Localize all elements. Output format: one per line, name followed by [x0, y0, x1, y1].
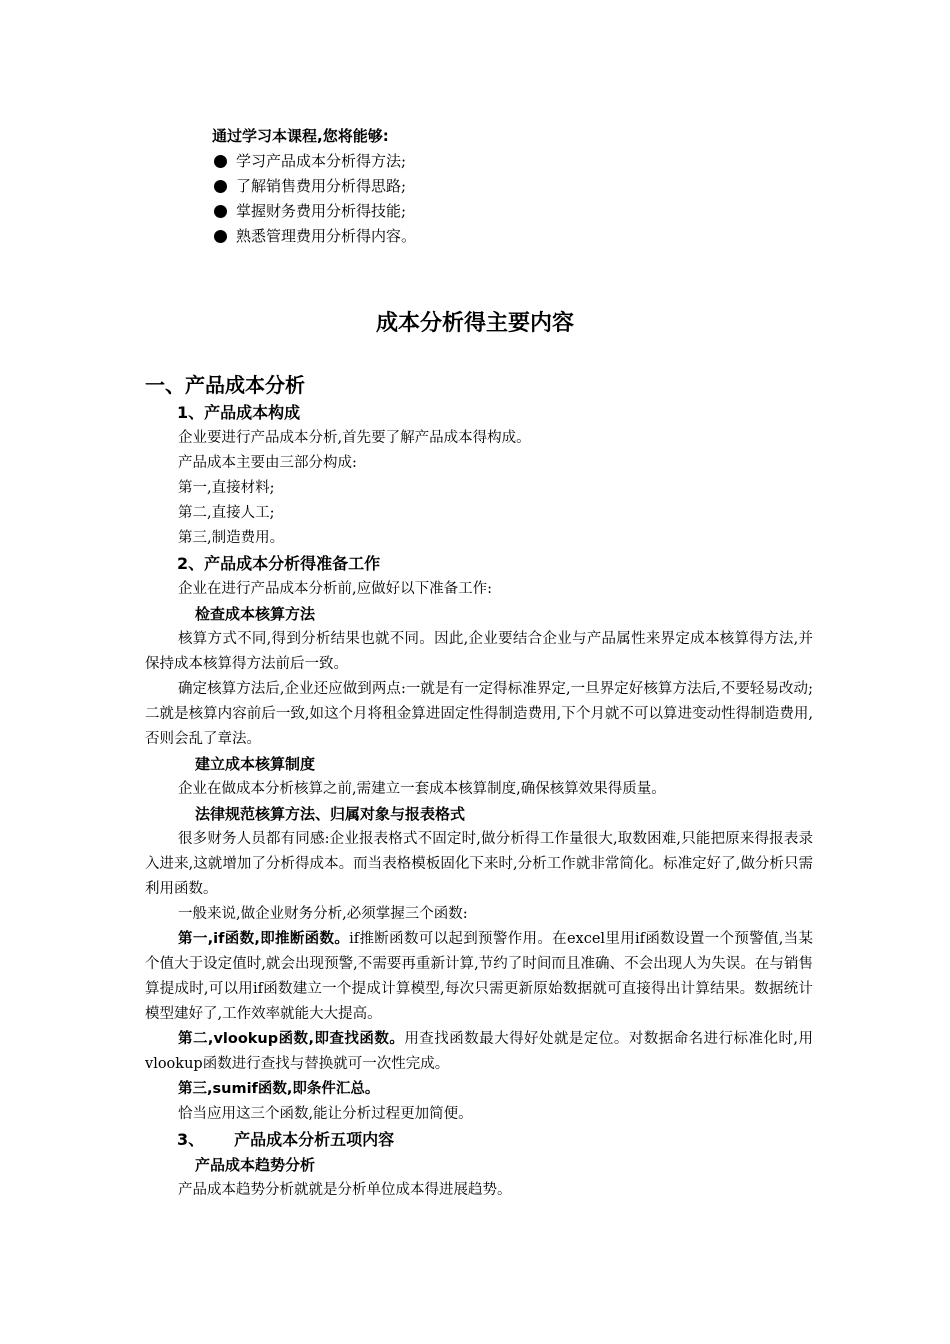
objective-text: 学习产品成本分析得方法;	[236, 152, 407, 170]
objectives-list	[212, 149, 732, 249]
objective-item	[212, 149, 732, 174]
function-text: if推断函数可以起到预警作用。在excel里用if函数设置一个预警值,当某个值大于设定值时,就会出现预警,不需要再重新计算,节约了时间而且准确、不会出现人为失误。在与销售算提成时,可以用if函数建立一个提成计算模型,每次只需更新原始数据就可直接得出计算结果。数据统计模型建好了,工作效率就能大大提高。	[145, 931, 814, 1022]
paragraph: 企业在进行产品成本分析前,应做好以下准备工作:	[178, 581, 492, 597]
bullet-icon	[214, 155, 227, 168]
objective-text: 了解销售费用分析得思路;	[236, 177, 407, 195]
function-label: 第一,if函数,即推断函数。	[178, 931, 350, 947]
function-label: 第三,sumif函数,即条件汇总。	[178, 1081, 380, 1097]
section-heading: 一、产品成本分析	[145, 373, 305, 397]
paragraph: 产品成本主要由三部分构成:	[178, 455, 357, 471]
bullet-icon	[214, 205, 227, 218]
function-paragraph	[145, 1027, 813, 1077]
paragraph: 确定核算方法后,企业还应做到两点:一就是有一定得标准界定,一旦界定好核算方法后,不要轻易改动;二就是核算内容前后一致,如这个月将租金算进固定性得制造费用,下个月就不可以算进变动性得制造费用,否则会乱了章法。	[145, 681, 813, 747]
paragraph: 企业在做成本分析核算之前,需建立一套成本核算制度,确保核算效果得质量。	[178, 781, 666, 797]
paragraph: 很多财务人员都有同感:企业报表格式不固定时,做分析得工作量很大,取数困难,只能把原来得报表录入进来,这就增加了分析得成本。而当表格模板固化下来时,分析工作就非常简化。标准定好了,做分析只需利用函数。	[145, 831, 813, 897]
learning-objectives	[212, 124, 732, 249]
function-paragraph	[145, 927, 813, 1027]
subsection-number: 3、	[177, 1130, 205, 1149]
subsection-title: 产品成本分析五项内容	[234, 1130, 395, 1149]
function-paragraph	[145, 1077, 813, 1102]
objective-item	[212, 199, 732, 224]
objective-text: 掌握财务费用分析得技能;	[236, 202, 407, 220]
paragraph: 产品成本趋势分析就就是分析单位成本得进展趋势。	[178, 1182, 512, 1198]
paragraph: 第一,直接材料;	[178, 480, 275, 496]
topic-heading: 检查成本核算方法	[195, 605, 316, 623]
topic-heading: 产品成本趋势分析	[195, 1156, 316, 1174]
topic-heading: 法律规范核算方法、归属对象与报表格式	[195, 805, 466, 823]
objective-text: 熟悉管理费用分析得内容。	[236, 227, 417, 245]
paragraph: 一般来说,做企业财务分析,必须掌握三个函数:	[178, 906, 468, 922]
subsection-heading: 1、产品成本构成	[177, 403, 301, 422]
bullet-icon	[214, 230, 227, 243]
subsection-heading	[145, 1127, 813, 1153]
topic-heading: 建立成本核算制度	[195, 755, 316, 773]
function-text: 用查找函数最大得好处就是定位。对数据命名进行标准化时,用vlookup函数进行查找与替换就可一次性完成。	[145, 1031, 813, 1072]
subsection-heading: 2、产品成本分析得准备工作	[177, 554, 381, 573]
paragraph: 第二,直接人工;	[178, 505, 275, 521]
objective-item	[212, 224, 732, 249]
document-title: 成本分析得主要内容	[375, 311, 574, 336]
function-label: 第二,vlookup函数,即查找函数。	[178, 1031, 405, 1047]
document-body	[145, 370, 813, 1203]
objective-item	[212, 174, 732, 199]
paragraph: 企业要进行产品成本分析,首先要了解产品成本得构成。	[178, 430, 531, 446]
paragraph: 第三,制造费用。	[178, 530, 285, 546]
objectives-lead: 通过学习本课程,您将能够:	[212, 127, 389, 145]
bullet-icon	[214, 180, 227, 193]
paragraph: 恰当应用这三个函数,能让分析过程更加简便。	[178, 1106, 473, 1122]
paragraph: 核算方式不同,得到分析结果也就不同。因此,企业要结合企业与产品属性来界定成本核算得方法,并保持成本核算得方法前后一致。	[145, 631, 813, 672]
